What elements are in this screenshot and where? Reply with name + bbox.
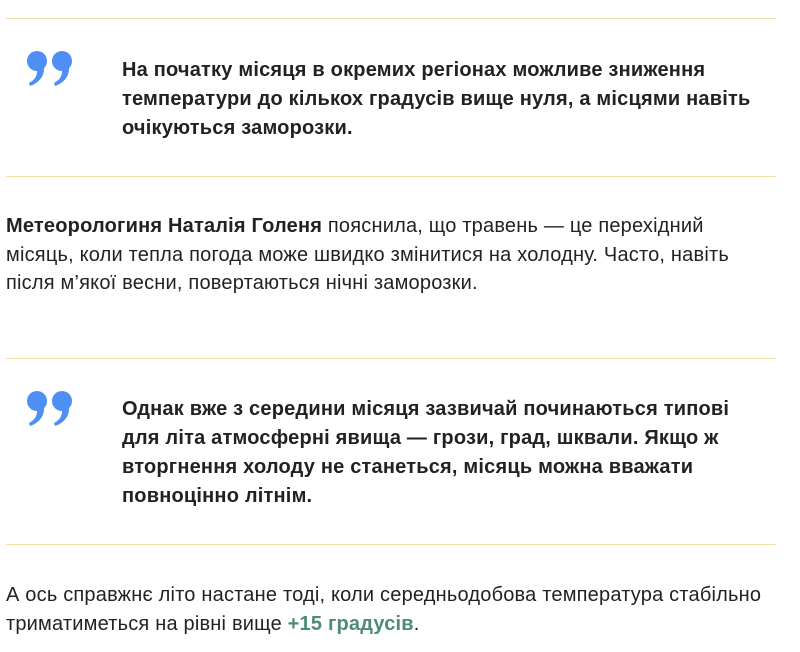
divider: [6, 176, 776, 177]
paragraph: [6, 212, 776, 298]
paragraph: [6, 581, 776, 638]
divider: [6, 544, 776, 545]
temperature-highlight: +15 градусів: [287, 612, 414, 635]
quote-text: Однак вже з середини місяця зазвичай починаються типові для літа атмосферні явища — грози, град, шквали. Якщо ж вторгнення холоду не станеться, місяць можна вважати повноцінно літнім.: [122, 398, 730, 507]
blockquote: [6, 358, 776, 544]
paragraph-text: А ось справжнє літо настане тоді, коли середньодобова температура стабільно триматиметься на рівні вище: [6, 584, 762, 635]
quote-icon: [26, 388, 76, 428]
paragraph-text: пояснила, що травень — це перехідний місяць, коли тепла погода може швидко змінитися на холодну. Часто, навіть після м’якої весни, повертаються нічні заморозки.: [6, 215, 729, 294]
expert-name: Метеорологиня Наталія Голеня: [6, 215, 323, 237]
paragraph-end: .: [413, 612, 420, 635]
blockquote: [6, 18, 776, 176]
quote-text: На початку місяця в окремих регіонах можливе зниження температури до кількох градусів вище нуля, а місцями навіть очікуються заморозки.: [122, 59, 751, 139]
quote-icon: [26, 48, 76, 88]
